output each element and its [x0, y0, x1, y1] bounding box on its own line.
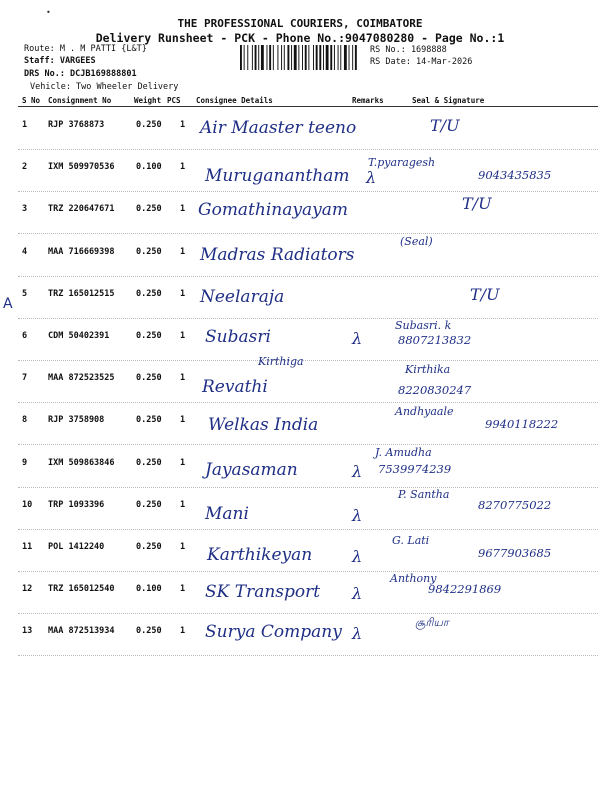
barcode-bar	[255, 45, 257, 70]
row-consignment-no: TRZ 220647671	[48, 204, 115, 215]
row-signature: சூரியா	[415, 616, 449, 630]
barcode-bar	[273, 45, 274, 70]
row-weight: 0.250	[136, 457, 162, 468]
row-sno: 8	[22, 415, 28, 426]
row-pcs: 1	[180, 246, 186, 257]
barcode-bar	[334, 45, 335, 70]
row-signature: (Seal)	[400, 234, 433, 248]
row-pcs: 1	[180, 162, 186, 173]
route-label: Route: M . M PATTI {L&T}	[24, 44, 147, 54]
row-sno: 5	[22, 288, 28, 299]
row-consignment-no: MAA 872513934	[48, 626, 115, 637]
row-phone: 9842291869	[428, 582, 502, 597]
row-consignment-no: MAA 716669398	[48, 246, 115, 257]
row-consignment-no: IXM 509970536	[48, 162, 115, 173]
row-phone: 8220830247	[398, 383, 472, 398]
row-phone: 9043435835	[478, 168, 552, 183]
table-row	[0, 572, 600, 614]
barcode-bar	[244, 45, 245, 70]
row-divider	[18, 655, 598, 656]
row-sno: 9	[22, 457, 28, 468]
row-sno: 6	[22, 331, 28, 341]
barcode-bar	[240, 45, 242, 70]
barcode-bar	[247, 45, 248, 70]
table-row	[0, 488, 600, 530]
barcode-bar	[267, 45, 268, 70]
row-weight: 0.250	[136, 373, 162, 384]
rs-date: RS Date: 14-Mar-2026	[370, 57, 473, 67]
barcode-bar	[258, 45, 259, 70]
barcode-bar	[291, 45, 292, 70]
row-consignment-no: POL 1412240	[48, 542, 105, 552]
row-sno: 10	[22, 499, 33, 510]
barcode-bar	[277, 45, 278, 70]
row-signature: Andhyaale	[395, 405, 454, 419]
row-weight: 0.250	[136, 120, 162, 130]
row-consignee-name: Revathi	[202, 377, 268, 398]
row-phone: 9677903685	[478, 546, 552, 560]
row-signature: T/U	[470, 284, 500, 304]
barcode-bar	[269, 45, 271, 70]
row-signature: Anthony	[390, 572, 437, 586]
row-pcs: 1	[180, 584, 186, 595]
row-sno: 12	[22, 584, 33, 595]
row-weight: 0.250	[136, 626, 162, 637]
row-phone: 9940118222	[485, 417, 559, 432]
table-row	[0, 614, 600, 656]
barcode-bar	[316, 45, 318, 70]
barcode-bar	[294, 45, 297, 70]
row-consignee-name: Gomathinayayam	[198, 200, 348, 221]
table-row	[0, 192, 600, 234]
row-consignee-name: Madras Radiators	[200, 244, 355, 265]
row-signature: G. Lati	[392, 534, 430, 547]
row-weight: 0.100	[136, 162, 162, 173]
row-weight: 0.100	[136, 584, 162, 595]
barcode	[240, 45, 365, 70]
row-weight: 0.250	[136, 246, 162, 257]
barcode-bar	[305, 45, 307, 70]
row-consignee-name: SK Transport	[205, 582, 321, 603]
barcode-bar	[308, 45, 309, 70]
barcode-bar	[281, 45, 282, 70]
table-row	[0, 108, 600, 150]
row-consignment-no: IXM 509863846	[48, 457, 115, 468]
barcode-bar	[302, 45, 303, 70]
row-name-correction: Kirthiga	[258, 355, 304, 369]
barcode-bar	[344, 45, 347, 70]
row-tick-mark: λ	[352, 461, 363, 481]
row-consignment-no: RJP 3768873	[48, 120, 105, 130]
row-pcs: 1	[180, 120, 186, 130]
row-consignee-name: Subasri	[205, 327, 271, 347]
row-tick-mark: λ	[366, 168, 377, 188]
header-divider	[18, 106, 598, 107]
table-row	[0, 530, 600, 572]
row-sno: 11	[22, 542, 33, 552]
row-tick-mark: λ	[352, 329, 363, 348]
row-weight: 0.250	[136, 331, 162, 341]
row-pcs: 1	[180, 542, 186, 552]
table-row	[0, 446, 600, 488]
barcode-bar	[349, 45, 350, 70]
row-sno: 1	[22, 120, 28, 130]
row-pcs: 1	[180, 499, 186, 510]
barcode-bar	[298, 45, 299, 70]
row-sno: 3	[22, 204, 28, 215]
row-tick-mark: λ	[352, 547, 363, 566]
row-pcs: 1	[180, 331, 186, 341]
barcode-bar	[284, 45, 285, 70]
table-row	[0, 150, 600, 192]
row-consignment-no: TRP 1093396	[48, 499, 105, 510]
row-consignee-name: Karthikeyan	[207, 545, 313, 565]
row-weight: 0.250	[136, 204, 162, 215]
row-consignee-name: Air Maaster teeno	[200, 118, 357, 138]
row-consignment-no: CDM 50402391	[48, 331, 110, 341]
col-sno: S No	[22, 96, 41, 105]
row-consignee-name: Neelaraja	[200, 286, 285, 307]
barcode-bar	[313, 45, 314, 70]
row-weight: 0.250	[136, 542, 162, 552]
row-signature: P. Santha	[398, 487, 450, 501]
barcode-bar	[340, 45, 341, 70]
table-row	[0, 403, 600, 445]
barcode-bar	[319, 45, 321, 70]
col-seal-signature: Seal & Signature	[412, 96, 485, 105]
row-signature: J. Amudha	[375, 445, 432, 459]
row-pcs: 1	[180, 288, 186, 299]
row-consignee-name: Jayasaman	[205, 459, 298, 480]
table-row	[0, 235, 600, 277]
row-phone: 8270775022	[478, 497, 552, 512]
row-consignment-no: TRZ 165012540	[48, 584, 115, 595]
row-pcs: 1	[180, 457, 186, 468]
barcode-bar	[326, 45, 329, 70]
row-signature: Subasri. k	[395, 319, 452, 332]
col-remarks: Remarks	[352, 96, 384, 105]
barcode-bar	[330, 45, 332, 70]
row-consignee-name: Mani	[205, 503, 249, 524]
row-pcs: 1	[180, 204, 186, 215]
table-row	[0, 355, 600, 403]
row-signature: T.pyaragesh	[368, 156, 436, 170]
col-consignment: Consignment No	[48, 96, 112, 105]
barcode-bar	[355, 45, 357, 70]
row-phone: 8807213832	[398, 333, 472, 347]
row-sno: 7	[22, 373, 28, 384]
barcode-bar	[338, 45, 339, 70]
margin-note: A	[3, 296, 13, 312]
runsheet-subtitle: Delivery Runsheet - PCK - Phone No.:9047080280 - Page No.:1	[95, 31, 505, 45]
row-signature: Kirthika	[405, 363, 451, 377]
col-weight: Weight	[134, 96, 162, 105]
row-tick-mark: λ	[352, 584, 363, 604]
barcode-bar	[252, 45, 253, 70]
rs-number: RS No.: 1698888	[370, 45, 447, 55]
col-consignee: Consignee Details	[196, 96, 273, 105]
row-sno: 4	[22, 246, 28, 257]
row-weight: 0.250	[136, 415, 162, 426]
drs-number: DRS No.: DCJB169888801	[24, 69, 137, 79]
row-sno: 13	[22, 626, 33, 637]
row-weight: 0.250	[136, 288, 162, 299]
row-pcs: 1	[180, 373, 186, 384]
table-row	[0, 277, 600, 319]
row-consignment-no: RJP 3758908	[48, 415, 105, 426]
staff-label: Staff: VARGEES	[24, 56, 96, 66]
row-pcs: 1	[180, 415, 186, 426]
row-tick-mark: λ	[352, 624, 363, 644]
col-pcs: PCS	[167, 96, 181, 105]
row-consignment-no: TRZ 165012515	[48, 288, 115, 299]
row-tick-mark: λ	[352, 505, 363, 525]
barcode-bar	[323, 45, 324, 70]
row-consignment-no: MAA 872523525	[48, 373, 115, 384]
row-phone: 7539974239	[378, 461, 452, 476]
row-sno: 2	[22, 162, 28, 173]
row-pcs: 1	[180, 626, 186, 637]
row-signature: T/U	[430, 116, 460, 135]
barcode-bar	[352, 45, 353, 70]
row-consignee-name: Muruganantham	[205, 166, 350, 187]
top-dot-mark: •	[46, 8, 51, 17]
barcode-bar	[261, 45, 264, 70]
row-weight: 0.250	[136, 499, 162, 510]
barcode-bar	[287, 45, 289, 70]
vehicle-label: Vehicle: Two Wheeler Delivery	[30, 82, 179, 92]
row-signature: T/U	[462, 194, 492, 214]
company-title: THE PROFESSIONAL COURIERS, COIMBATORE	[177, 17, 423, 30]
row-consignee-name: Welkas India	[208, 415, 319, 436]
row-consignee-name: Surya Company	[205, 622, 342, 643]
